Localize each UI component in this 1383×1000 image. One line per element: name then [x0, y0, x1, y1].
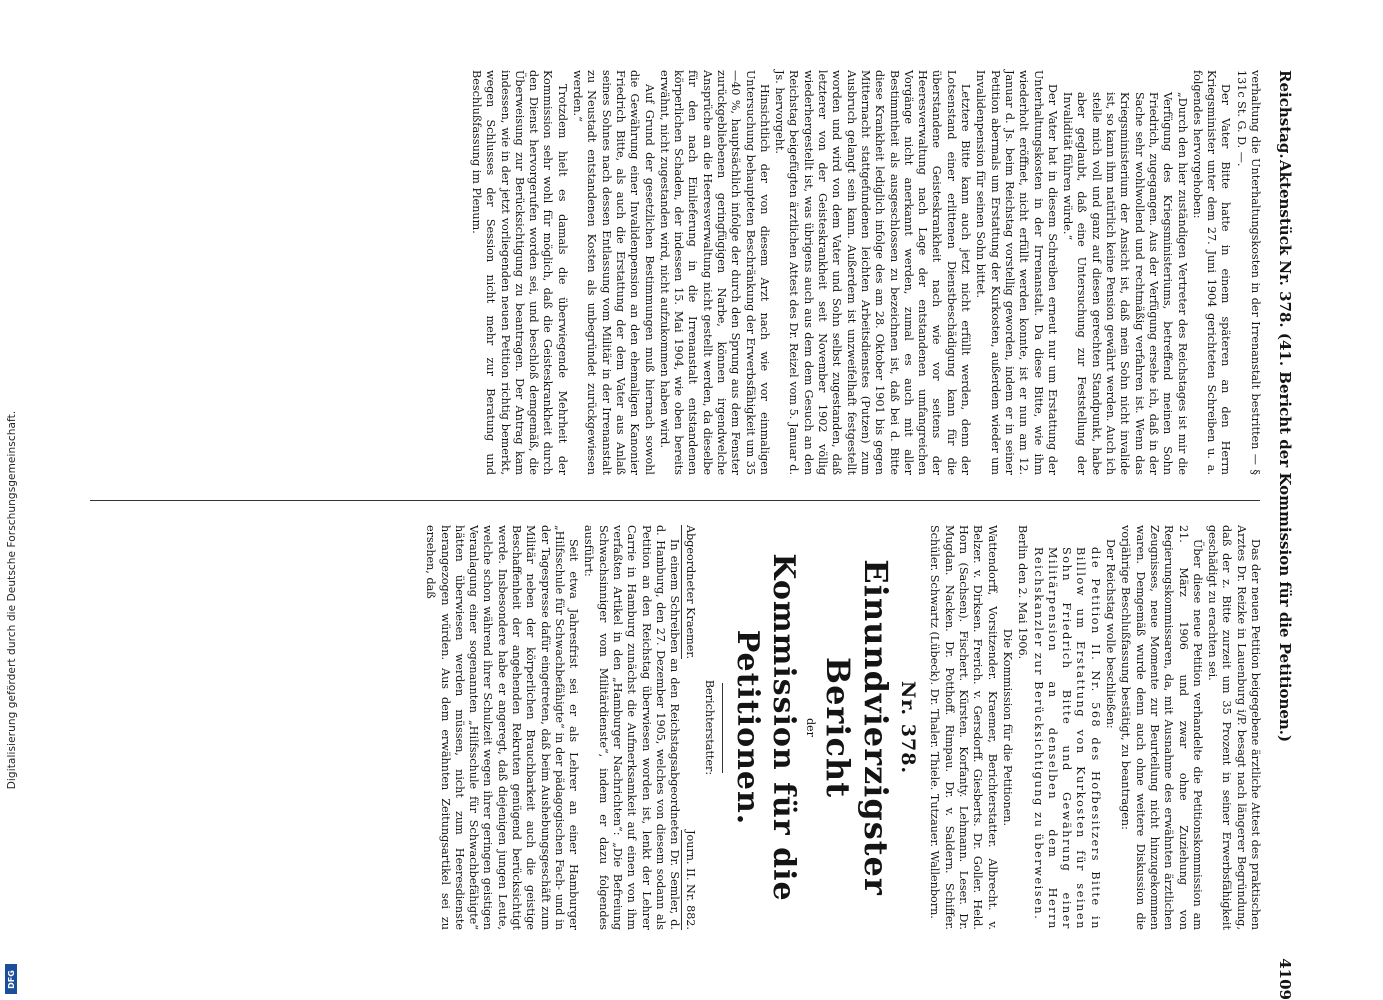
paragraph: Letztere Bitte kann auch jetzt nicht erfüllt werden, denn der Lotsenstand einer erlittenen Dienstbeschädigung kann für die überstandene Geisteskrankheit nach wie vor seitens der Heeresverwaltung nach Lage der entstandenen umfangreichen Vorgänge nicht anerkannt werden, zumal es auch mit aller Bestimmtheit als ausgeschlossen zu bezeichnen ist, daß bei d. Bitte diese Krankheit lediglich infolge des am 28. Oktober 1901 bis gegen Mitternacht stattgefundenen leichten Arbeitsdienstes (Putzen) zum Ausbruch gelangt sein kann. Außerdem ist unzweifelhaft festgestellt worden und wird von dem Vater und Sohn selbst zugestanden, daß letzterer von der Geisteskrankheit seit November 1902 völlig wiederhergestellt ist, was übrigens auch aus dem dem Gesuch an den Reichstag beigefügten ärztlichen Attest des Dr. Reizel vom 5. Januar d. Js. hervorgeht. [773, 70, 973, 475]
paragraph: In einem Schreiben an den Reichstagsabgeordneten Dr. Semler, d. d. Hamburg, den 27. Dezember 1905, welches von diesem sodann als Petition an den Reichstag überwiesen worden ist, lenkt der Lehrer Carrie in Hamburg zunächst die Aufmerksamkeit auf einen von ihm verfaßten Artikel in den „Hamburger Nachrichten“: „Die Befreiung Schwachsinniger vom Militärdienste“, indem er dazu folgendes ausführt: [582, 525, 682, 930]
header-reichstag: Reichstag. [1276, 70, 1294, 159]
date-line: Berlin den 2. Mai 1906. [1016, 525, 1030, 660]
paragraph: Auf Grund der gesetzlichen Bestimmungen muß hiernach sowohl die Gewährung einer Invalidenpension an den ehemaligen Kanonier Friedrich Bitte, als auch die Erstattung der dem Vater aus Anlaß seines Sohnes nach dessen Entlassung vom Militär in der Irrenanstalt zu Neustadt entstandenen Kosten als unbegründet zurückgewiesen werden.“ [571, 70, 656, 475]
right-column [422, 525, 1262, 930]
paragraph: Über diese neue Petition verhandelte die Petitionskommission am 21. März 1906 und zwar ohne Zuziehung von Regierungskommissaren, da, mit Ausnahme des erwähnten ärztlichen Zeugnisses, neue Momente zur Beurteilung nicht hinzugekommen waren. Demgemäß wurde denn auch ohne weitere Diskussion die vorjährige Beschlußfassung bestätigt, zu beantragen: [1119, 525, 1204, 930]
commission-members: Wattendorff, Vorsitzender. Kraemer, Berichterstatter. Albrecht. v. Belzer. v. Dirksen. Frerich. v. Gersdorff. Giesberts. Dr. Goller. Held. Horn (Sachsen). Fischert. Kürsten. Korfanty. Lehmann. Leser. Dr. Mugdan. Nacken. Dr. Potthoff. Rimpau. Dr. v. Saldern. Schiffer. Schüler. Schwartz (Lübeck). Dr. Thaler. Thiele. Tutzauer. Wallenborn. [928, 525, 999, 930]
commission-heading: Die Kommission für die Petitionen. [1000, 628, 1014, 827]
column-divider [90, 500, 1260, 501]
title-rule [722, 683, 723, 773]
paragraph: verhaltung die Unterhaltungskosten in der Irrenanstalt bestritten — § 131c St. G. D. —. [1234, 70, 1262, 475]
paragraph: Der Reichstag wolle beschließen: [1104, 539, 1118, 729]
paragraph: Das der neuen Petition beigegebene ärztliche Attest des praktischen Arztes Dr. Reizke in Lauenburg i/P. besagt nach längerer Begründung, daß der z. Bitte zurzeit um 35 Prozent in seiner Erwerbsfähigkeit geschädigt zu erachten sei. [1206, 525, 1262, 930]
reporter-label: Berichterstatter: [702, 679, 716, 776]
reporter-row [681, 525, 697, 930]
resolution-text: die Petition II. Nr. 568 des Hofbesitzers Bitte in Billlow um Erstattung von Kurkosten für seinen Sohn Friedrich Bitte und Gewährung einer Militärpension an denselben dem Herrn Reichskanzler zur Berücksichtigung zu überweisen. [1031, 547, 1102, 930]
report-title-commission: Kommission für die Petitionen. [729, 553, 801, 902]
digitization-credit-strip [2, 0, 22, 1000]
document-number: Nr. 378. [897, 680, 920, 775]
dfg-logo: DFG [5, 964, 17, 994]
paragraph: Der Vater Bitte hatte in einem späteren an den Herrn Kriegsminister unter dem 27. Juni 1904 gerichteten Schreiben u. a. folgendes hervorgehoben: [1190, 70, 1233, 475]
paragraph: Seit etwa Jahresfrist sei er als Lehrer an einer Hamburger „Hilfsschule für Schwachbefähigte“ in der pädagogischen Fach- und in der Tagespresse dafür eingetreten, daß beim Aushebungsgeschäft zum Militär neben der körperlichen Brauchbarkeit auch die geistige Beschaffenheit der angehenden Rekruten genügend berücksichtigt werde. Insbesondere habe er angeregt, daß diejenigen jungen Leute, welche schon während ihrer Schulzeit wegen ihrer geringen geistigen Veranlagung einer sogenannten „Hilfsschule für Schwachbefähigte“ hätten überwiesen werden müssen, nicht zum Heeresdienste herangezogen würden. Aus dem erwähnten Zeitungsartikel sei zu ersehen, daß [424, 525, 581, 930]
digitization-credit-text: Digitalisierung gefördert durch die Deutsche Forschungsgemeinschaft. [6, 410, 18, 790]
paragraph: Der Vater hat in diesem Schreiben erneut nur um Erstattung der Unterhaltungskosten in der Irrenanstalt. Da diese Bitte, wie ihm wiederholt eröffnet, nicht erfüllt werden konnte, ist er nun am 12. Januar d. Js. beim Reichstag vorstellig geworden, indem er in seiner Petition abermals um Erstattung der Kurkosten, außerdem wieder um Invalidenpension für seinen Sohn bittet. [974, 70, 1059, 475]
reporter-name: Abgeordneter Kraemer. [681, 525, 697, 659]
left-column [468, 70, 1262, 475]
header-document-title: Aktenstück Nr. 378. (41. Bericht der Kommission für die Petitionen.) [1276, 160, 1294, 743]
page-header [1268, 70, 1300, 1000]
report-title-connector: der [803, 718, 817, 737]
page-number: 4109 [1276, 958, 1294, 1000]
paragraph: Hinsichtlich der von diesem Arzt nach wie vor einmaligen Untersuchung behaupteten Beschränkung der Erwerbsfähigkeit um 35—40 %, hauptsächlich infolge der durch den Sprung aus dem Fenster zurückgebliebenen geringfügigen Narbe, können irgendwelche Ansprüche an die Heeresverwaltung nicht gestellt werden, da dieselbe für den nach Einlieferung in die Irrenanstalt entstandenen körperlichen Schaden, der indessen 15. Mai 1904, wie oben bereits erwähnt, nicht zugestanden wird, nicht aufzukommen haben wird. [657, 70, 771, 475]
quoted-paragraph: „Durch den hier zuständigen Vertreter des Reichstages ist mir die Verfügung des Kriegsministeriums, betreffend meinen Sohn Friedrich, zugegangen. Aus der Verfügung ersehe ich, daß in der Sache sehr wohlwollend und rechtmäßig verfahren ist. Wenn das Kriegsministerium der Ansicht ist, daß mein Sohn nicht invalide ist, so kann ihm natürlich keine Pension gewährt werden. Auch ich stelle mich voll und ganz auf diesen gerechten Standpunkt, habe aber geglaubt, daß eine Untersuchung zur Feststellung der Invalidität führen würde.“ [1061, 92, 1189, 475]
report-title: Einundvierzigster Bericht [818, 559, 895, 896]
paragraph: Trotzdem hielt es damals die überwiegende Mehrheit der Kommission sehr wohl für möglich, daß die Geisteskrankheit durch den Dienst hervorgerufen worden sei, und beschloß demgemäß, die Überweisung zur Berücksichtigung zu beantragen. Der Antrag kam indessen, wie in der jetzt vorliegenden neuen Petition richtig bemerkt, wegen Schlusses der Session nicht mehr zur Beratung und Beschlußfassung im Plenum. [469, 70, 569, 475]
scanned-page [80, 70, 1300, 1000]
journal-number: Journ. II. Nr. 882. [681, 830, 697, 930]
